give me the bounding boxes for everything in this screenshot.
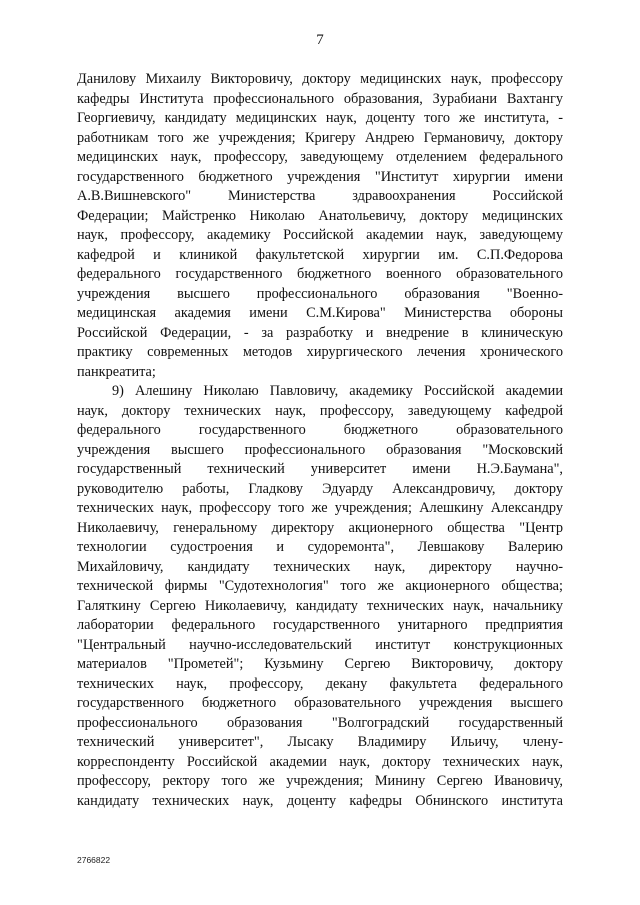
text-line: Галяткину Сергею Николаевичу, кандидату технических наук, начальнику	[77, 597, 563, 614]
text-line: А.В.Вишневского" Министерства здравоохранения Российской	[77, 188, 563, 204]
text-line: кандидату технических наук, доценту кафедры Обнинского института	[77, 792, 563, 809]
text-line: технических наук, профессору, декану факультета федерального	[77, 675, 563, 692]
text-line: государственного бюджетного учреждения "Институт хирургии имени	[77, 168, 563, 185]
text-line: материалов "Прометей"; Кузьмину Сергею Викторовичу, доктору	[77, 656, 563, 672]
page-number: 7	[316, 32, 324, 48]
text-line: наук, профессору, академику Российской академии наук, заведующему	[77, 227, 563, 243]
text-line: медицинская академия имени С.М.Кирова" Министерства обороны	[77, 305, 563, 321]
text-line: государственного бюджетного образовательного учреждения высшего	[77, 695, 563, 711]
text-line: государственный технический университет имени Н.Э.Баумана",	[77, 461, 563, 477]
document-id: 2766822	[77, 855, 111, 865]
text-line: технической фирмы "Судотехнология" того же акционерного общества;	[77, 578, 563, 594]
document-body	[77, 70, 563, 811]
text-line: федерального государственного бюджетного военного образовательного	[77, 266, 563, 282]
paragraph-start-line: 9) Алешину Николаю Павловичу, академику Российской академии	[112, 383, 563, 399]
text-line: работникам того же учреждения; Кригеру Андрею Германовичу, доктору	[77, 129, 563, 146]
text-line: наук, доктору технических наук, профессору, заведующему кафедрой	[77, 402, 563, 419]
text-line: Российской Федерации, - за разработку и внедрение в клиническую	[77, 324, 563, 341]
text-line: профессионального образования "Волгоградский государственный	[77, 714, 563, 731]
text-line: учреждения высшего профессионального образования "Московский	[77, 441, 563, 458]
text-line: кафедры Института профессионального образования, Зурабиани Вахтангу	[77, 90, 563, 107]
text-line: Михайловичу, кандидату технических наук, директору научно-	[77, 558, 563, 575]
text-line: Федерации; Майстренко Николаю Анатольевичу, доктору медицинских	[77, 207, 563, 224]
text-line: учреждения высшего профессионального образования "Военно-	[77, 285, 563, 302]
text-line: руководителю работы, Гладкову Эдуарду Александровичу, доктору	[77, 480, 563, 497]
text-line: Данилову Михаилу Викторовичу, доктору медицинских наук, профессору	[77, 71, 563, 87]
text-line: Николаевичу, генеральному директору акционерного общества "Центр	[77, 519, 563, 536]
text-line: профессору, ректору того же учреждения; Минину Сергею Ивановичу,	[77, 773, 563, 789]
paragraph-end-line: панкреатита;	[77, 363, 156, 380]
text-line: практику современных методов хирургического лечения хронического	[77, 344, 563, 360]
text-line: лаборатории федерального государственного унитарного предприятия	[77, 617, 563, 633]
text-line: технический университет", Лысаку Владимиру Ильичу, члену-	[77, 734, 563, 750]
text-line: Георгиевичу, кандидату медицинских наук, доценту того же института, -	[77, 110, 563, 126]
text-line: корреспонденту Российской академии наук, доктору технических наук,	[77, 753, 563, 770]
text-line: кафедрой и клиникой факультетской хирургии им. С.П.Федорова	[77, 246, 563, 263]
text-line: федерального государственного бюджетного образовательного	[77, 422, 563, 438]
text-line: медицинских наук, профессору, заведующему отделением федерального	[77, 149, 563, 165]
text-line: "Центральный научно-исследовательский институт конструкционных	[77, 636, 563, 653]
text-line: технологии судостроения и судоремонта", Левшакову Валерию	[77, 539, 563, 555]
text-line: технических наук, профессору того же учреждения; Алешкину Александру	[77, 500, 563, 516]
